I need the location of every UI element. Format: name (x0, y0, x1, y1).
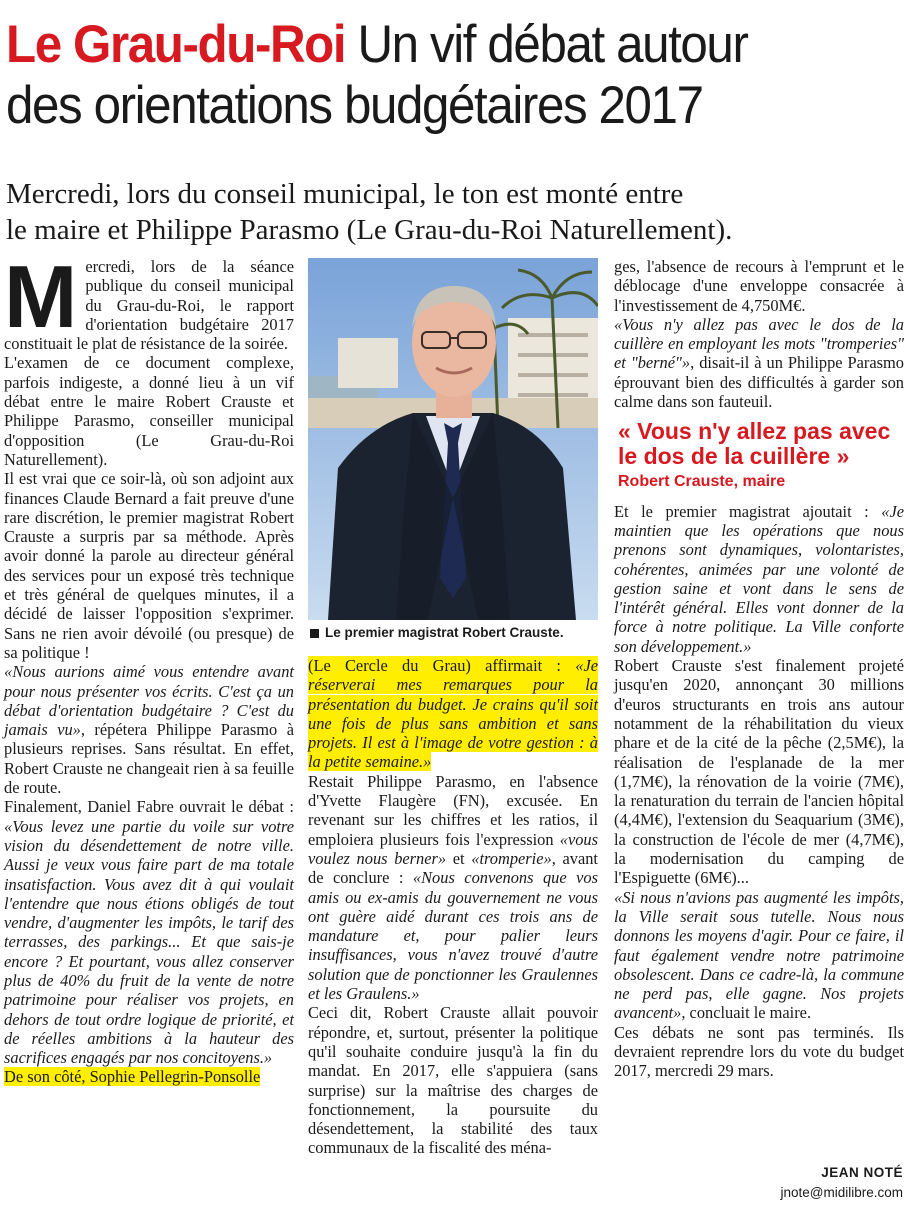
article-column-3 (614, 257, 904, 1081)
paragraph-text: et (446, 848, 472, 868)
paragraph (308, 656, 598, 772)
headline-kicker: Le Grau-du-Roi (6, 15, 346, 74)
caption-text: Le premier magistrat Robert Crauste. (325, 625, 564, 640)
highlighted-text: De son côté, Sophie Pellegrin-Ponsolle (4, 1067, 261, 1087)
headline (6, 14, 854, 136)
paragraph (4, 797, 294, 1067)
paragraph: L'examen de ce document complexe, parfois indigeste, a donné lieu à un vif débat entre le maire Robert Crauste et Philippe Parasmo, conseiller municipal d'opposition (Le Grau-du-Roi Naturellement). (4, 353, 294, 469)
photo-caption (310, 625, 600, 640)
paragraph-text: Restait Philippe Parasmo, en l'absence d'Yvette Flaugère (FN), excusée. En revenant sur les chiffres et les ratios, il emploiera plusieurs fois l'expression (308, 771, 598, 849)
paragraph: ges, l'absence de recours à l'emprunt et le déblocage d'une enveloppe consacrée à l'investissement de 4,750M€. (614, 257, 904, 315)
quote: «tromperie» (471, 848, 552, 868)
highlighted-text: (Le Cercle du Grau) affirmait : (308, 656, 576, 675)
author-signature (781, 1165, 904, 1200)
paragraph (614, 315, 904, 411)
headline-line2: des orientations budgétaires 2017 (6, 76, 703, 135)
pull-quote (618, 419, 904, 491)
article-column-2 (308, 656, 598, 1158)
drop-cap: M (4, 247, 78, 346)
paragraph-text: , concluait le maire. (681, 1003, 812, 1023)
highlighted-quote: «Je réserverai mes remarques pour la présentation du budget. Je crains qu'il soit une fois de plus sans ambition et sans projets. Il est à l'image de votre gestion : à la petite semaine.» (308, 656, 598, 772)
quote: «Nous convenons que vos amis ou ex-amis du gouvernement ne vous ont guère aidé durant ces trois ans de mandature et, pour palier leurs insuffisances, vous n'avez trouvé d'autre solution que de ponctionner les Graulennes et les Graulens.» (308, 868, 598, 1004)
paragraph-text: , répétera Philippe Parasmo à plusieurs reprises. Sans résultat. En effet, Robert Crauste ne changeait rien à sa feuille de route. (4, 720, 294, 798)
headline-line1: Un vif débat autour (357, 15, 748, 74)
paragraph: Ces débats ne sont pas terminés. Ils devraient reprendre lors du vote du budget 2017, mercredi 29 mars. (614, 1022, 904, 1081)
paragraph-text: , avant de conclure : (308, 848, 598, 888)
quote: «Si nous n'avions pas augmenté les impôts, la Ville serait sous tutelle. Nous nous donnons les moyens d'agir. Pour ce faire, il faut également vendre notre patrimoine obsolescent. Dans ce cadre-là, la commune ne perd pas, elle gagne. Nos projets avancent» (614, 887, 904, 1023)
portrait-photo (308, 258, 598, 620)
paragraph (614, 888, 904, 1023)
caption-square-icon (310, 629, 319, 638)
paragraph: Ceci dit, Robert Crauste allait pouvoir répondre, et, surtout, présenter la politique qu'il souhaite conduire jusqu'à la fin du mandat. En 2017, elle s'appuiera (sans surprise) sur la maîtrise des charges de fonctionnement, la poursuite du désendettement, la stabilité des taux communaux de la fiscalité des ména- (308, 1003, 598, 1158)
paragraph-text: , disait-il à un Philippe Parasmo éprouvant bien des difficultés à garder son calme dans son fauteuil. (614, 353, 904, 412)
quote: «Vous n'y allez pas avec le dos de la cuillère en employant les mots "tromperies" et "berné"» (614, 314, 904, 373)
pull-quote-text: « Vous n'y allez pas avec le dos de la cuillère » (618, 418, 891, 470)
paragraph (308, 772, 598, 1004)
pull-quote-author: Robert Crauste, maire (618, 473, 786, 491)
paragraph (4, 662, 294, 797)
subtitle (6, 176, 918, 248)
photo-illustration (308, 258, 598, 620)
quote: «Nous aurions aimé vous entendre avant pour nous présenter vos écrits. C'est ça un débat d'orientation budgétaire ? C'est du jamais vu» (4, 662, 294, 740)
quote: «Je maintien que les opérations que nous prenons sont dynamiques, volontaristes, cohérentes, animées par une volonté de gestion saine et vont dans le sens de l'intérêt général. Elles vont donner de la force à notre politique. La Ville conforte son développement.» (614, 501, 904, 656)
paragraph (614, 502, 904, 656)
quote: «Vous levez une partie du voile sur votre vision du désendettement de notre ville. Aussi je veux vous faire part de ma totale insatisfaction. Vous avez dit à qui voulait l'entendre que nous étions obligés de tout vendre, d'augmenter les impôts, le tarif des terrasses, des parkings... Et que sais-je encore ? Et pourtant, vous allez conserver plus de 40% du fruit de la vente de notre patrimoine pour réaliser vos projets, en dehors de tout ordre logique de priorité, et de réelles ambitions à la hauteur des sacrifices engagés par nos concitoyens.» (4, 816, 294, 1068)
paragraph-text: Et le premier magistrat ajoutait : (614, 501, 882, 521)
paragraph-text: ercredi, lors de la séance publique du conseil municipal du Grau-du-Roi, le rapport d'orientation budgétaire 2017 constituait le plat de résistance de la soirée. (4, 257, 294, 354)
author-name: JEAN NOTÉ (821, 1165, 903, 1180)
subtitle-line1: Mercredi, lors du conseil municipal, le ton est monté entre (6, 178, 684, 210)
paragraph (4, 1067, 294, 1086)
subtitle-line2: le maire et Philippe Parasmo (Le Grau-du-Roi Naturellement). (6, 214, 733, 246)
paragraph: Robert Crauste s'est finalement projeté jusqu'en 2020, annonçant 30 millions d'euros structurants en trois ans autour notamment de la réhabilitation du vieux phare et de la cité de la pêche (2,5M€), la réalisation de l'esplanade de la mer (1,7M€), la rénovation de la voirie (7M€), la renaturation du terrain de l'ancien hôpital (4,4M€), l'extension du Seaquarium (3M€), la construction de l'école de mer (4,7M€), la modernisation du camping de l'Espiguette (6M€)... (614, 656, 904, 888)
paragraph: Il est vrai que ce soir-là, où son adjoint aux finances Claude Bernard a fait preuve d'une rare discrétion, le premier magistrat Robert Crauste a surpris par sa méthode. Après avoir donné la parole au directeur général des services pour un exposé très technique et très général de quelques minutes, il a décidé de laisser l'opposition s'exprimer. Sans ne rien avoir dévoilé (ou presque) de sa politique ! (4, 469, 294, 662)
quote: «vous voulez nous berner» (308, 829, 598, 868)
article-column-1 (4, 247, 294, 1087)
author-email: jnote@midilibre.com (780, 1185, 903, 1200)
paragraph-text: Finalement, Daniel Fabre ouvrait le débat : (4, 797, 294, 817)
paragraph-intro (4, 247, 294, 354)
